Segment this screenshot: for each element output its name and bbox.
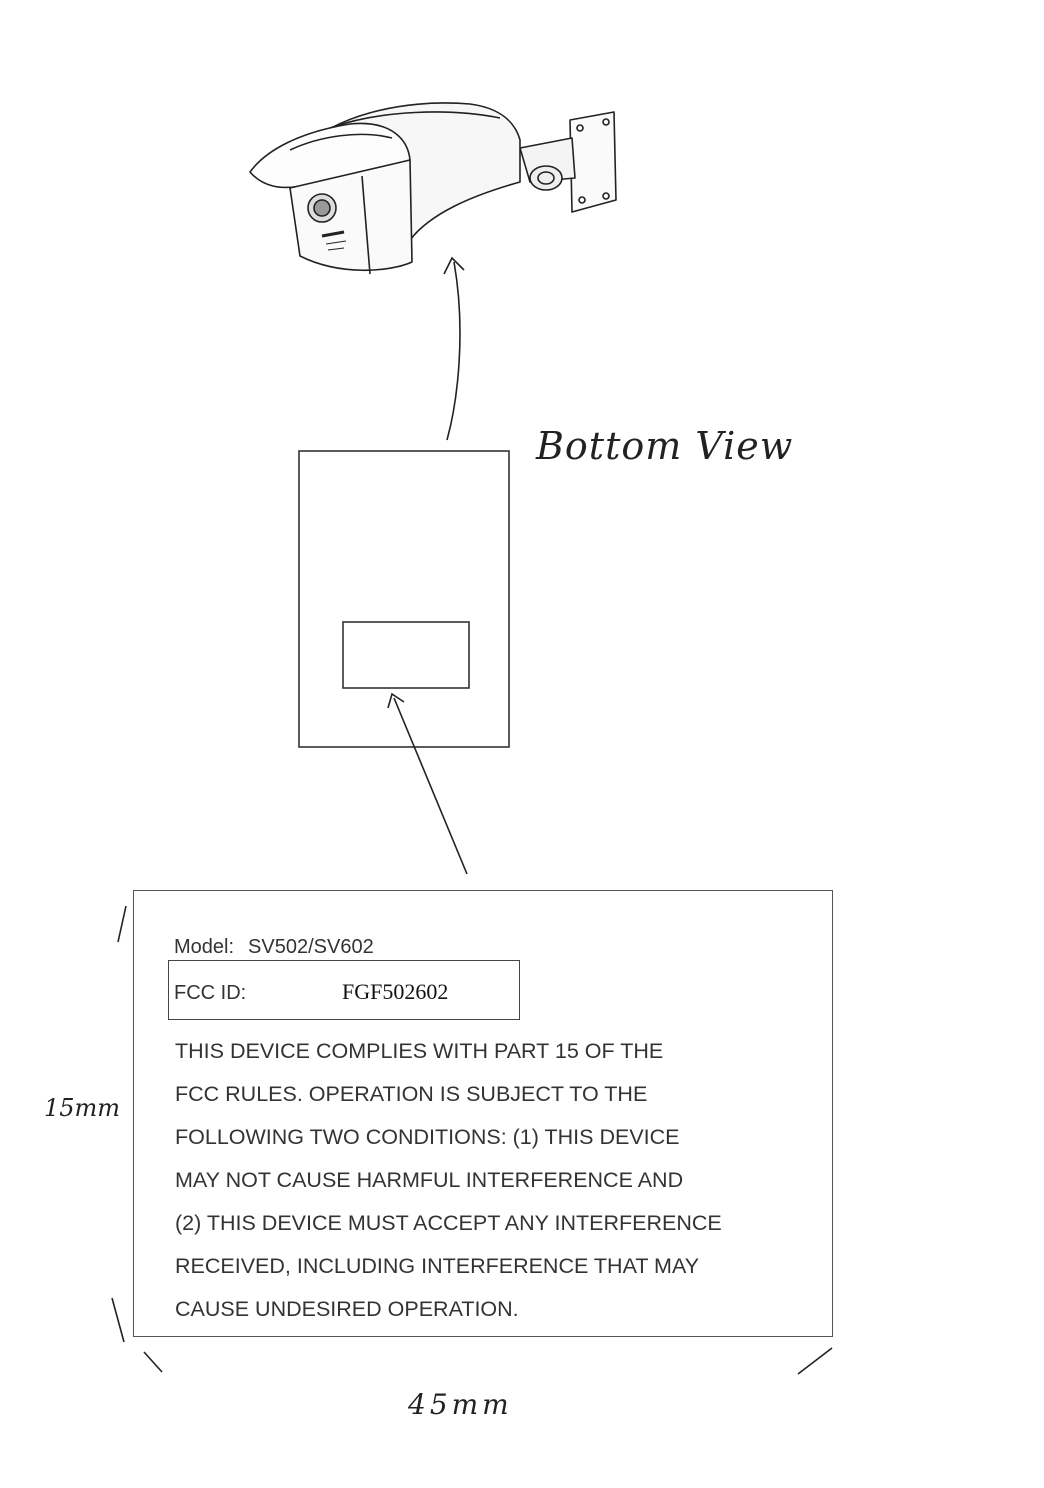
model-line [174,936,374,959]
compliance-line: FOLLOWING TWO CONDITIONS: (1) THIS DEVICE [175,1125,680,1149]
compliance-line: THIS DEVICE COMPLIES WITH PART 15 OF THE [175,1039,664,1063]
compliance-line: CAUSE UNDESIRED OPERATION. [175,1297,519,1321]
compliance-statement [175,1030,835,1331]
compliance-line: (2) THIS DEVICE MUST ACCEPT ANY INTERFERENCE [175,1211,722,1235]
model-value: SV502/SV602 [248,936,374,958]
height-dimension: 15mm [44,1094,121,1122]
bottom-view-annotation: Bottom View [536,424,794,468]
compliance-line: MAY NOT CAUSE HARMFUL INTERFERENCE AND [175,1168,684,1192]
fcc-id-value: FGF502602 [342,979,449,1004]
label-location-box [343,622,469,688]
compliance-line: RECEIVED, INCLUDING INTERFERENCE THAT MAY [175,1254,700,1278]
arrow-to-camera [447,262,460,440]
arrow-to-label-location [394,698,467,874]
model-prefix: Model: [174,936,235,958]
width-dimension: 45mm [408,1388,513,1421]
bottom-view-outline [299,451,509,747]
camera-illustration [250,103,616,274]
compliance-line: FCC RULES. OPERATION IS SUBJECT TO THE [175,1082,648,1106]
fcc-id-prefix: FCC ID: [174,982,247,1004]
